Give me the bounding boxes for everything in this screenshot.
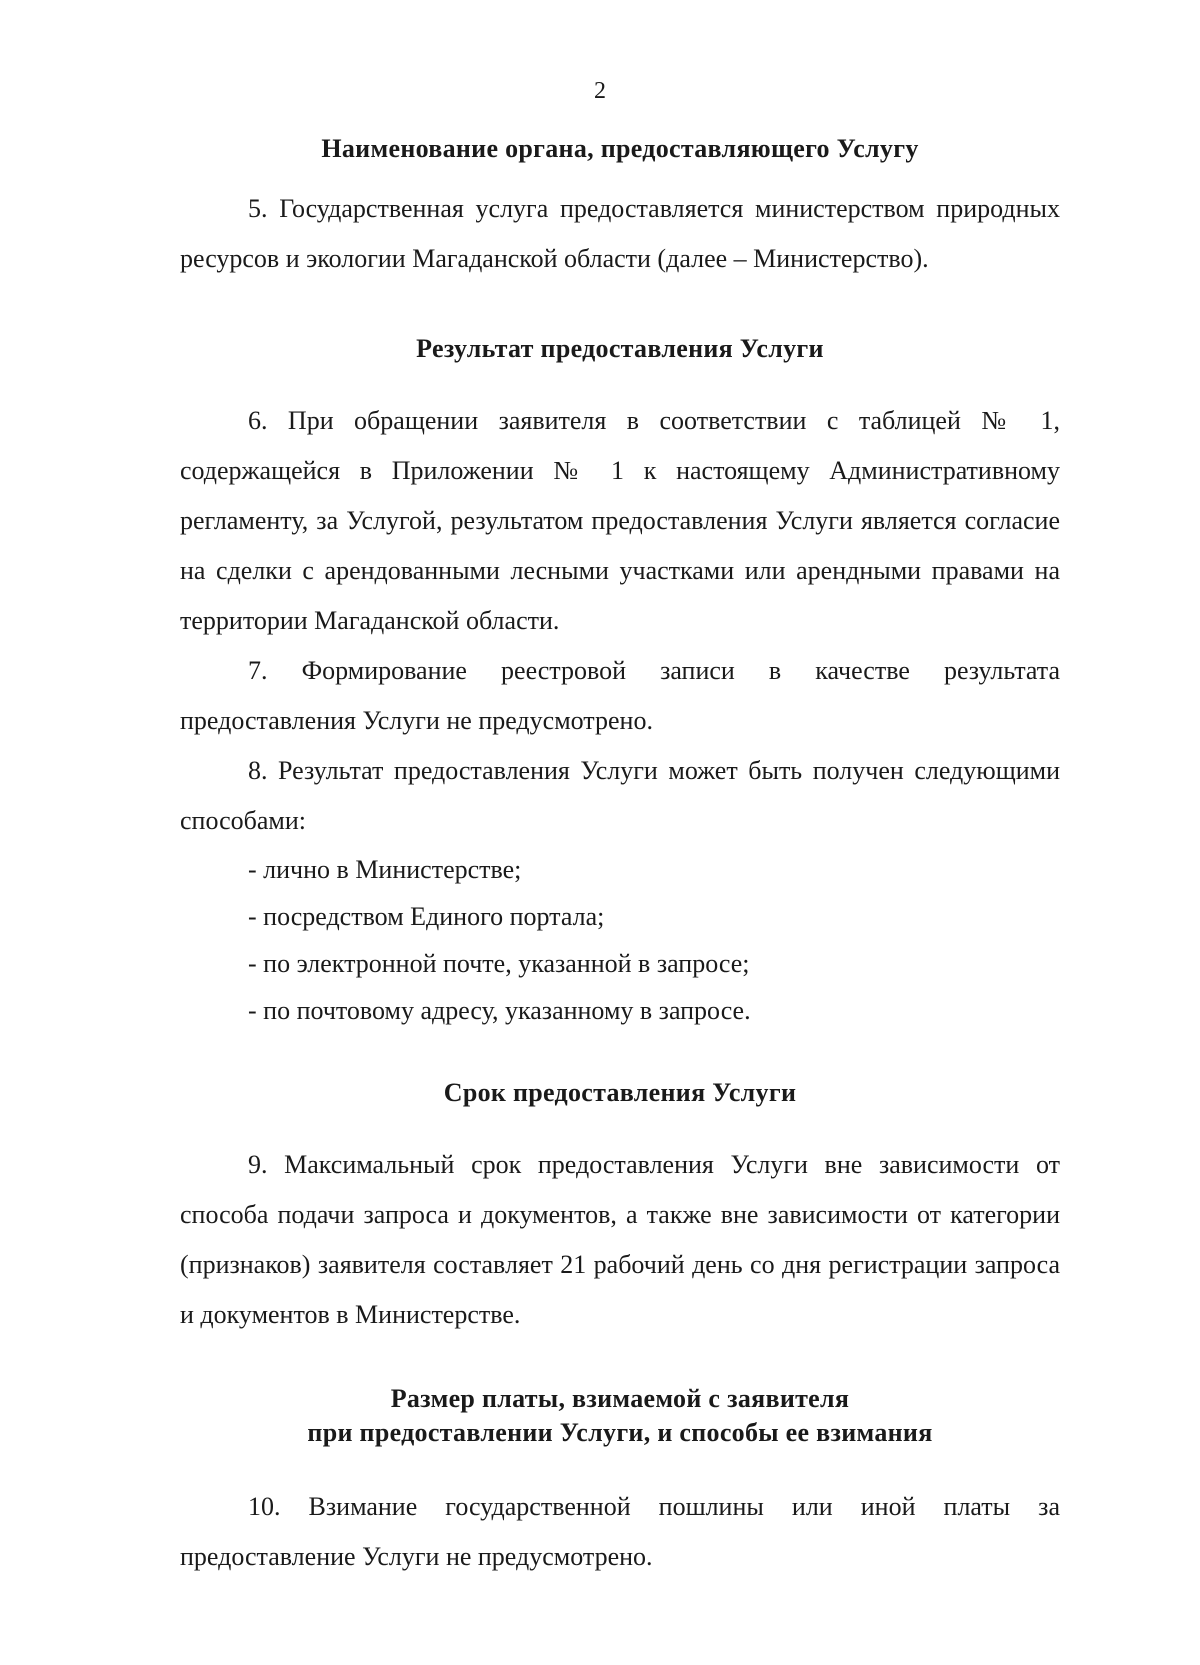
section-heading-fee [180, 1382, 1060, 1450]
page-number: 2 [594, 78, 606, 104]
section-heading-term: Срок предоставления Услуги [443, 1078, 797, 1107]
section-heading-result: Результат предоставления Услуги [416, 334, 824, 363]
section-heading-fee-line-2: при предоставлении Услуги, и способы ее взимания [307, 1418, 933, 1447]
list-item: - по электронной почте, указанной в запросе; [248, 949, 750, 978]
paragraph-10: 10. Взимание государственной пошлины или иной платы за предоставление Услуги не предусмотрено. [180, 1492, 1060, 1571]
paragraph-5: 5. Государственная услуга предоставляется министерством природных ресурсов и экологии Магаданской области (далее – Министерство). [180, 194, 1060, 273]
list-item: - по почтовому адресу, указанному в запросе. [248, 996, 751, 1025]
paragraph-9: 9. Максимальный срок предоставления Услуги вне зависимости от способа подачи запроса и документов, а также вне зависимости от категории (признаков) заявителя составляет 21 рабочий день со дня регистрации запроса и документов в Министерстве. [180, 1150, 1060, 1329]
paragraph-7: 7. Формирование реестровой записи в качестве результата предоставления Услуги не предусмотрено. [180, 656, 1060, 735]
list-item: - лично в Министерстве; [248, 855, 522, 884]
section-heading-fee-line-1: Размер платы, взимаемой с заявителя [390, 1384, 850, 1413]
section-heading-authority: Наименование органа, предоставляющего Услугу [321, 134, 919, 163]
document-body [180, 130, 1060, 1582]
list-item: - посредством Единого портала; [248, 902, 605, 931]
paragraph-6: 6. При обращении заявителя в соответствии с таблицей № 1, содержащейся в Приложении № 1 к настоящему Административному регламенту, за Услугой, результатом предоставления Услуги является согласие на сделки с арендованными лесными участками или арендными правами на территории Магаданской области. [180, 406, 1060, 635]
paragraph-8: 8. Результат предоставления Услуги может быть получен следующими способами: [180, 756, 1060, 835]
